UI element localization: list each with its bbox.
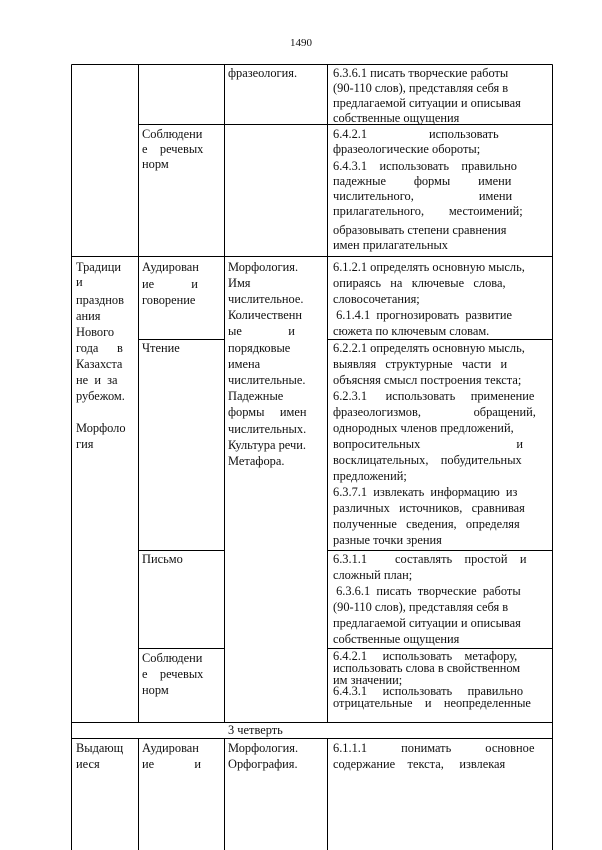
objective-line: 6.2.2.1 определять основную мысль,: [333, 341, 525, 355]
topic-cell: числительные.: [228, 373, 306, 387]
topic-cell: Падежные: [228, 389, 284, 403]
objective-line: отрицательные и неопределенные: [333, 696, 531, 711]
objective-line: фразеологические обороты;: [333, 142, 481, 156]
theme-cell: Выдающ: [76, 741, 124, 755]
objective-line: числительного, имени: [333, 189, 513, 203]
topic-cell: Количественн: [228, 308, 302, 322]
objective-line: собственные ощущения: [333, 632, 460, 646]
skill-cell: Соблюдени: [142, 651, 203, 665]
objective-line: (90-110 слов), представляя себя в: [333, 600, 509, 614]
objective-line: использовать слова в свойственном: [333, 660, 521, 675]
objective-line: 6.3.6.1 писать творческие работы: [333, 584, 521, 598]
topic-cell: Орфография.: [228, 757, 298, 771]
objective-line: предлагаемой ситуации и описывая: [333, 96, 521, 110]
objective-line: содержание текста, извлекая: [333, 757, 506, 771]
objective-line: 6.4.2.1 использовать метафору,: [333, 649, 518, 663]
skill-cell: норм: [142, 157, 169, 171]
topic-cell: числительное.: [228, 292, 304, 306]
objective-line: опираясь на ключевые слова,: [333, 276, 506, 290]
objective-line: сюжета по ключевым словам.: [333, 324, 490, 338]
objective-line: собственные ощущения: [333, 111, 460, 125]
objective-line: падежные формы имени: [333, 174, 512, 188]
theme-cell: Казахста: [76, 357, 123, 371]
topic-cell: Метафора.: [228, 454, 285, 468]
theme-cell: празднов: [76, 293, 124, 307]
skill-cell: Чтение: [142, 341, 180, 355]
topic-cell: Морфология.: [228, 260, 299, 274]
theme-cell: года в: [76, 341, 123, 355]
objective-line: (90-110 слов), представляя себя в: [333, 81, 509, 95]
skill-cell: е речевых: [142, 667, 204, 681]
objective-line: разные точки зрения: [333, 533, 442, 547]
objective-line: 6.1.1.1 понимать основное: [333, 741, 535, 755]
theme-cell: Традици: [76, 260, 121, 274]
topic-cell: Культура речи.: [228, 438, 306, 452]
objective-line: 6.3.7.1 извлекать информацию из: [333, 485, 518, 499]
skill-cell: Письмо: [142, 552, 183, 566]
objective-line: 6.4.2.1 использовать: [333, 127, 499, 141]
objective-line: выявляя структурные части и: [333, 357, 508, 371]
objective-line: 6.2.3.1 использовать применение: [333, 389, 535, 403]
objective-line: сложный план;: [333, 568, 413, 582]
objective-line: имен прилагательных: [333, 238, 449, 252]
objective-line: 6.3.1.1 составлять простой и: [333, 552, 527, 566]
objective-line: однородных членов предложений,: [333, 421, 514, 435]
topic-cell: имена: [228, 357, 261, 371]
theme-cell: иеся: [76, 757, 100, 771]
objective-line: восклицательных, побудительных: [333, 453, 522, 467]
objective-line: прилагательного, местоимений;: [333, 204, 523, 218]
theme-cell: рубежом.: [76, 389, 125, 403]
topic-cell: фразеология.: [228, 66, 298, 80]
topic-cell: ые и: [228, 324, 295, 338]
objective-line: полученные сведения, определяя: [333, 517, 520, 531]
objective-line: объясняя смысл построения текста;: [333, 373, 522, 387]
topic-cell: Морфология.: [228, 741, 299, 755]
objective-line: фразеологизмов, обращений,: [333, 405, 536, 419]
objective-line: предлагаемой ситуации и описывая: [333, 616, 521, 630]
objective-line: 6.1.4.1 прогнозировать развитие: [333, 308, 512, 322]
theme-cell: и: [76, 275, 83, 289]
objective-line: 6.4.3.1 использовать правильно: [333, 159, 517, 173]
skill-cell: норм: [142, 683, 169, 697]
skill-cell: говорение: [142, 293, 196, 307]
objective-line: образовывать степени сравнения: [333, 223, 507, 237]
skill-cell: Аудирован: [142, 260, 199, 274]
objective-line: предложений;: [333, 469, 407, 483]
objective-line: им значении;: [333, 672, 403, 687]
theme-cell: ания: [76, 309, 101, 323]
objective-line: вопросительных и: [333, 437, 523, 451]
page-number: 1490: [290, 37, 312, 49]
skill-cell: Аудирован: [142, 741, 199, 755]
skill-cell: ие и: [142, 757, 202, 771]
topic-cell: Имя: [228, 276, 251, 290]
skill-cell: е речевых: [142, 142, 204, 156]
topic-cell: формы имен: [228, 405, 307, 419]
theme-cell: не и за: [76, 373, 118, 387]
objective-line: 6.1.2.1 определять основную мысль,: [333, 260, 525, 274]
topic-cell: порядковые: [228, 341, 291, 355]
theme-cell: гия: [76, 437, 94, 451]
topic-cell: числительных.: [228, 422, 307, 436]
theme-cell: Нового: [76, 325, 115, 339]
objective-line: различных источников, сравнивая: [333, 501, 525, 515]
objective-line: словосочетания;: [333, 292, 420, 306]
skill-cell: Соблюдени: [142, 127, 203, 141]
skill-cell: ие и: [142, 277, 198, 291]
objective-line: 6.3.6.1 писать творческие работы: [333, 66, 509, 80]
objective-line: 6.4.3.1 использовать правильно: [333, 684, 524, 699]
theme-cell: Морфоло: [76, 421, 126, 435]
quarter-label: 3 четверть: [228, 723, 283, 737]
